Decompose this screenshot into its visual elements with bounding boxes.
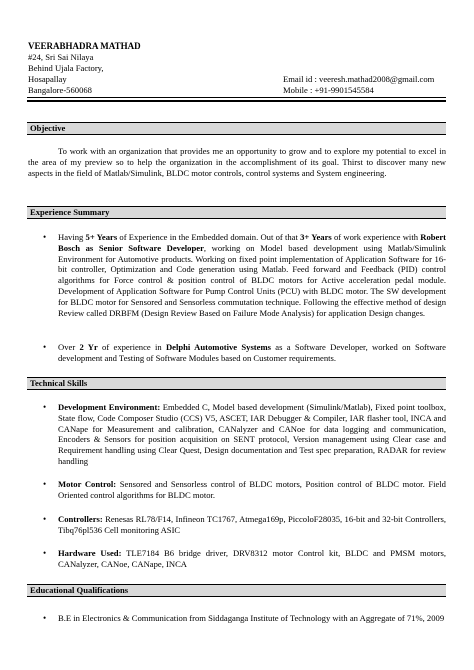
section-title: Technical Skills [30,378,88,388]
skill-bullet-environment: • Development Environment: Embedded C, Model based development (Simulink/Matlab), Fixed point toolbox, State flow, Code Composer Studio (CCS) V5, ASCET, IAR Debugger & Compiler, IAR flasher tool, INCA and CANape for Measurement and calibration, CANalyzer and CANoe for data logging and communication, Encoders & Sensors for position acquisition on SENT protocol, Version management using Clear case and Requirement handling using Clear Quest, Design documentation and Test spec preparation, RADAR for review handling [43,402,446,466]
section-header-experience [27,206,446,219]
section-header-objective [27,122,446,135]
skill-bullet-hardware: • Hardware Used: TLE7184 B6 bridge driver, DRV8312 motor Control kit, BLDC and PMSM motors, CANalyzer, CANoe, CANape, INCA [43,548,446,569]
mobile-value: +91-9901545584 [314,85,374,95]
candidate-name: VEERABHADRA MATHAD [28,41,141,51]
bullet-icon: • [43,402,47,412]
skill-bullet-controllers: • Controllers: Renesas RL78/F14, Infineon TC1767, Atmega169p, PiccoloF28035, 16-bit and 32-bit Controllers, Tibq76pl536 Cell monitoring ASIC [43,514,446,535]
email-line [283,74,434,85]
bullet-icon: • [43,232,47,242]
bullet-icon: • [43,514,47,524]
bullet-icon: • [43,548,47,558]
mobile-line [283,85,374,96]
section-title: Objective [30,123,66,133]
objective-text: To work with an organization that provides me an opportunity to grow and to explore my potential to excel in the area of my preview so to help the organization in the accomplishment of its goal. Thirst to discover many new aspects in the field of Matlab/Simulink, BLDC motor controls, control systems and System engineering. [28,146,446,178]
section-header-education [27,584,446,597]
bullet-icon: • [43,479,47,489]
section-title: Experience Summary [30,207,110,217]
email-value[interactable]: veeresh.mathad2008@gmail.com [319,74,435,84]
address-line-4: Bangalore-560068 [28,85,92,95]
experience-bullet-delphi: • Over 2 Yr of experience in Delphi Automotive Systems as a Software Developer, worked on Software development and Testing of Software Modules based on Customer requirements. [43,342,446,363]
address-line-2: Behind Ujala Factory, [28,63,104,73]
education-bullet-be: • B.E in Electronics & Communication from Siddaganga Institute of Technology with an Aggregate of 71%, 2009 [43,613,445,623]
header-divider-thick [27,100,446,102]
bullet-icon: • [43,613,47,623]
address-line-1: #24, Sri Sai Nilaya [28,52,94,62]
section-title: Educational Qualifications [30,585,129,595]
section-header-skills [27,377,446,390]
experience-bullet-bosch: • Having 5+ Years of Experience in the Embedded domain. Out of that 3+ Years of work experience with Robert Bosch as Senior Software Developer, working on Model based development using Matlab/Simulink Environment for Automotive products. Working on fixed point implementation of Application Software for 16-bit controller, Optimization and Code generation using Matlab. Feed forward and Feedback (PID) control algorithms for Force control & position control of BLDC motors for Active acceleration pedal module. Development of Application Software for Pump Control Units (PCU) with BLDC motor. The SW development for BLDC motor for Sensored and Sensorless commutation technique. Following the effective method of design Review called DRBFM (Design Review Based on Failure Mode Analysis) for application Design changes. [43,232,447,318]
header-divider-thin [27,97,446,98]
mobile-label: Mobile : [283,85,315,95]
email-label: Email id : [283,74,320,84]
bullet-icon: • [43,342,47,352]
skill-bullet-motor-control: • Motor Control: Sensored and Sensorless control of BLDC motors, Position control of BLDC motor. Field Oriented control algorithms for BLDC motor. [43,479,446,500]
address-line-3: Hosapallay [28,74,67,84]
